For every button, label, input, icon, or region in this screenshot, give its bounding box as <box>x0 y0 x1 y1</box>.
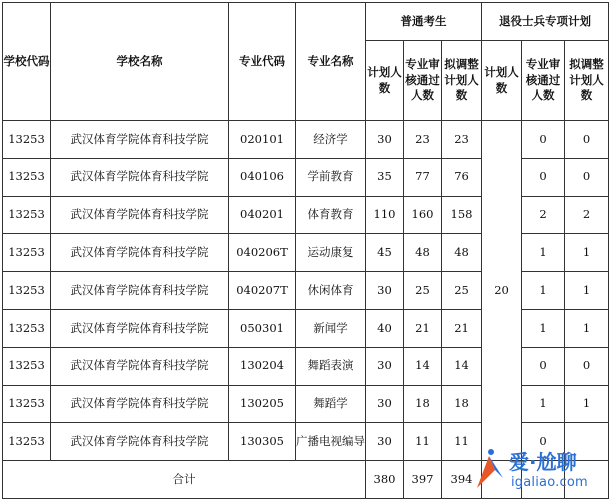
cell-veteran-proposed: 0 <box>565 158 609 196</box>
cell-school-code: 13253 <box>3 158 51 196</box>
cell-major-code: 040106 <box>229 158 296 196</box>
total-label: 合计 <box>3 461 366 499</box>
cell-proposed: 18 <box>442 385 482 423</box>
cell-veteran-approved: 0 <box>522 347 565 385</box>
cell-major-name: 休闲体育 <box>296 272 366 310</box>
cell-major-name: 广播电视编导 <box>296 423 366 461</box>
cell-school-code: 13253 <box>3 423 51 461</box>
cell-plan: 30 <box>366 121 404 159</box>
header-veteran-approved: 专业审核通过人数 <box>522 41 565 121</box>
cell-veteran-approved: 1 <box>522 309 565 347</box>
header-veteran-planned: 计划人数 <box>482 41 522 121</box>
site-watermark <box>469 442 607 498</box>
cell-veteran-approved: 1 <box>522 272 565 310</box>
cell-school-name: 武汉体育学院体育科技学院 <box>51 423 229 461</box>
header-veteran-proposed: 拟调整计划人数 <box>565 41 609 121</box>
admission-plan-document <box>2 2 609 499</box>
cell-school-code: 13253 <box>3 385 51 423</box>
total-approved: 397 <box>404 461 442 499</box>
cell-school-name: 武汉体育学院体育科技学院 <box>51 347 229 385</box>
header-school-name: 学校名称 <box>51 3 229 121</box>
cell-major-code: 130204 <box>229 347 296 385</box>
cell-plan: 30 <box>366 423 404 461</box>
cell-school-name: 武汉体育学院体育科技学院 <box>51 196 229 234</box>
cell-approved: 160 <box>404 196 442 234</box>
cell-major-name: 运动康复 <box>296 234 366 272</box>
cell-major-code: 020101 <box>229 121 296 159</box>
header-school-code: 学校代码 <box>3 3 51 121</box>
header-major-code: 专业代码 <box>229 3 296 121</box>
cell-veteran-approved: 0 <box>522 121 565 159</box>
cell-veteran-proposed: 1 <box>565 234 609 272</box>
cell-veteran-approved: 0 <box>522 423 565 461</box>
header-regular-proposed: 拟调整计划人数 <box>442 41 482 121</box>
cell-major-code: 040201 <box>229 196 296 234</box>
cell-major-code: 050301 <box>229 309 296 347</box>
cell-major-code: 040206T <box>229 234 296 272</box>
cell-school-code: 13253 <box>3 121 51 159</box>
cell-school-name: 武汉体育学院体育科技学院 <box>51 272 229 310</box>
cell-veteran-proposed: 1 <box>565 309 609 347</box>
cell-major-name: 舞蹈学 <box>296 385 366 423</box>
cell-plan: 40 <box>366 309 404 347</box>
cell-school-name: 武汉体育学院体育科技学院 <box>51 309 229 347</box>
cell-proposed: 158 <box>442 196 482 234</box>
cell-veteran-approved: 1 <box>522 234 565 272</box>
cell-approved: 25 <box>404 272 442 310</box>
cell-veteran-proposed: 1 <box>565 385 609 423</box>
cell-veteran-approved: 0 <box>522 158 565 196</box>
cell-plan: 30 <box>366 347 404 385</box>
admission-plan-table <box>2 2 609 499</box>
watermark-url: igaliao.com <box>511 475 588 490</box>
cell-approved: 77 <box>404 158 442 196</box>
cell-major-name: 体育教育 <box>296 196 366 234</box>
total-proposed: 394 <box>442 461 482 499</box>
cell-veteran-proposed: 2 <box>565 196 609 234</box>
cell-school-code: 13253 <box>3 347 51 385</box>
cell-major-code: 040207T <box>229 272 296 310</box>
cell-veteran-approved: 2 <box>522 196 565 234</box>
header-row-top <box>3 3 609 41</box>
cell-approved: 11 <box>404 423 442 461</box>
cell-veteran-proposed: 0 <box>565 347 609 385</box>
watermark-brand: 爱·尬聊 <box>509 450 577 474</box>
cell-plan: 35 <box>366 158 404 196</box>
cell-approved: 48 <box>404 234 442 272</box>
cell-major-name: 舞蹈表演 <box>296 347 366 385</box>
header-regular-planned: 计划人数 <box>366 41 404 121</box>
cell-approved: 23 <box>404 121 442 159</box>
cell-plan: 110 <box>366 196 404 234</box>
cell-veteran-plan-total: 20 <box>482 121 522 461</box>
cell-school-name: 武汉体育学院体育科技学院 <box>51 234 229 272</box>
cell-school-code: 13253 <box>3 272 51 310</box>
header-regular-approved: 专业审核通过人数 <box>404 41 442 121</box>
header-veteran-group: 退役士兵专项计划 <box>482 3 609 41</box>
cell-proposed: 48 <box>442 234 482 272</box>
cell-proposed: 23 <box>442 121 482 159</box>
cell-school-code: 13253 <box>3 234 51 272</box>
cell-major-code: 130305 <box>229 423 296 461</box>
cell-major-name: 学前教育 <box>296 158 366 196</box>
header-regular-group: 普通考生 <box>366 3 482 41</box>
cell-proposed: 21 <box>442 309 482 347</box>
cell-approved: 18 <box>404 385 442 423</box>
cell-plan: 45 <box>366 234 404 272</box>
cell-approved: 14 <box>404 347 442 385</box>
cell-veteran-proposed: 0 <box>565 121 609 159</box>
cell-school-name: 武汉体育学院体育科技学院 <box>51 121 229 159</box>
cell-plan: 30 <box>366 272 404 310</box>
table-row <box>3 121 609 159</box>
cell-approved: 21 <box>404 309 442 347</box>
cell-school-code: 13253 <box>3 309 51 347</box>
total-plan: 380 <box>366 461 404 499</box>
cell-plan: 30 <box>366 385 404 423</box>
cell-school-name: 武汉体育学院体育科技学院 <box>51 385 229 423</box>
cell-proposed: 25 <box>442 272 482 310</box>
cell-major-name: 经济学 <box>296 121 366 159</box>
cell-major-name: 新闻学 <box>296 309 366 347</box>
cell-proposed: 76 <box>442 158 482 196</box>
cell-school-code: 13253 <box>3 196 51 234</box>
cell-school-name: 武汉体育学院体育科技学院 <box>51 158 229 196</box>
cell-major-code: 130205 <box>229 385 296 423</box>
cell-proposed: 14 <box>442 347 482 385</box>
rocket-logo-icon <box>471 448 509 492</box>
header-major-name: 专业名称 <box>296 3 366 121</box>
cell-veteran-approved: 1 <box>522 385 565 423</box>
cell-proposed: 11 <box>442 423 482 461</box>
cell-veteran-proposed: 1 <box>565 272 609 310</box>
